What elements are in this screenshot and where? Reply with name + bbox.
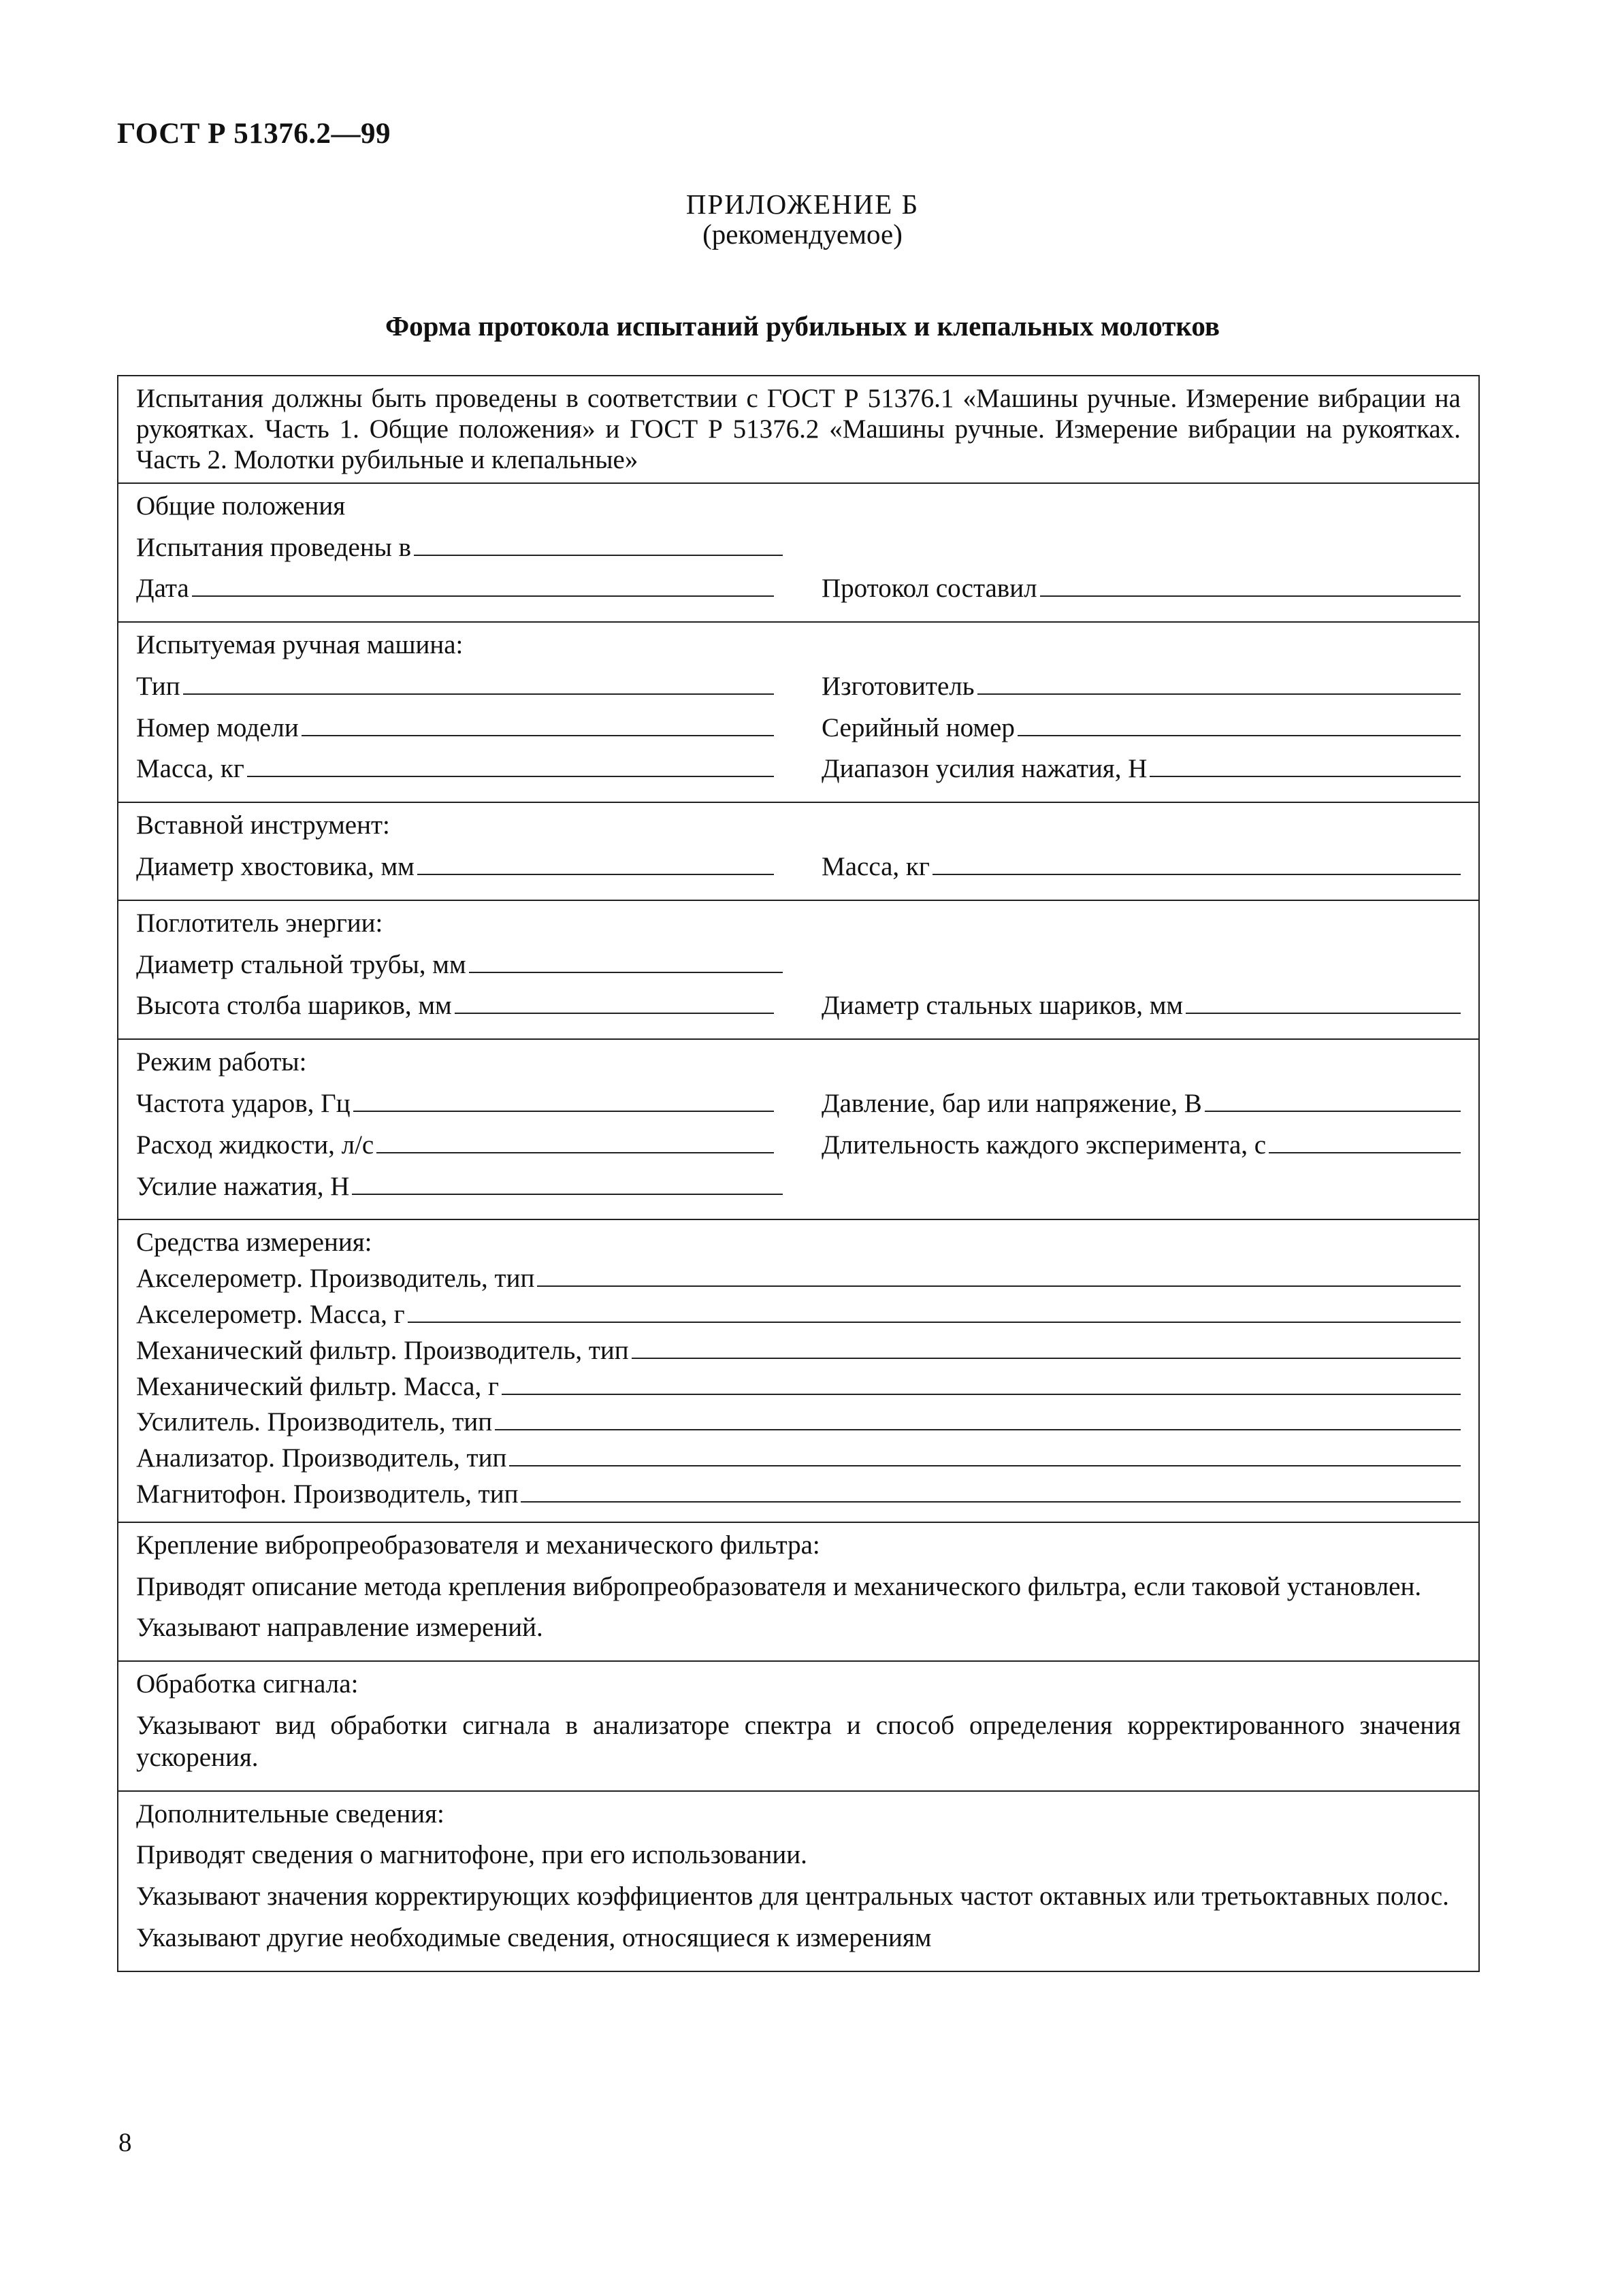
feed-force-blank[interactable] bbox=[352, 1172, 783, 1195]
ball-column-height-label: Высота столба шариков, мм bbox=[136, 991, 452, 1021]
operating-mode-section bbox=[118, 1038, 1478, 1219]
fluid-consumption-blank[interactable] bbox=[376, 1130, 774, 1153]
serial-number-blank[interactable] bbox=[1018, 713, 1461, 736]
steel-ball-diameter-label: Диаметр стальных шариков, мм bbox=[822, 991, 1184, 1021]
shank-diameter-blank[interactable] bbox=[417, 852, 774, 875]
instrument-blank[interactable] bbox=[537, 1264, 1461, 1287]
signal-processing-section bbox=[118, 1660, 1478, 1790]
shank-diameter-field[interactable] bbox=[136, 851, 774, 883]
type-blank[interactable] bbox=[183, 672, 774, 695]
insert-tool-section bbox=[118, 802, 1478, 900]
instrument-field[interactable] bbox=[136, 1479, 1461, 1511]
manufacturer-blank[interactable] bbox=[977, 672, 1461, 695]
instrument-field[interactable] bbox=[136, 1335, 1461, 1367]
pressure-voltage-field[interactable] bbox=[822, 1088, 1461, 1120]
machine-heading: Испытуемая ручная машина: bbox=[136, 630, 464, 660]
feed-force-range-blank[interactable] bbox=[1150, 754, 1461, 777]
feed-force-range-label: Диапазон усилия нажатия, Н bbox=[822, 754, 1148, 784]
instrument-field[interactable] bbox=[136, 1371, 1461, 1403]
pressure-voltage-blank[interactable] bbox=[1205, 1089, 1461, 1112]
general-heading: Общие положения bbox=[136, 491, 346, 521]
date-label: Дата bbox=[136, 574, 189, 604]
instrument-blank[interactable] bbox=[408, 1300, 1461, 1323]
instrument-label: Механический фильтр. Масса, г bbox=[136, 1371, 499, 1401]
date-blank[interactable] bbox=[192, 574, 774, 597]
machine-mass-label: Масса, кг bbox=[136, 754, 244, 784]
machine-mass-blank[interactable] bbox=[247, 754, 774, 777]
mounting-section bbox=[118, 1522, 1478, 1660]
signal-processing-heading: Обработка сигнала: bbox=[136, 1669, 359, 1699]
instrument-blank[interactable] bbox=[495, 1407, 1461, 1430]
fluid-consumption-field[interactable] bbox=[136, 1130, 774, 1162]
instrument-label: Акселерометр. Масса, г bbox=[136, 1300, 405, 1330]
model-number-blank[interactable] bbox=[302, 713, 774, 736]
compiled-by-blank[interactable] bbox=[1040, 574, 1461, 597]
experiment-duration-blank[interactable] bbox=[1269, 1130, 1461, 1153]
instrument-field[interactable] bbox=[136, 1299, 1461, 1331]
serial-number-field[interactable] bbox=[822, 712, 1461, 744]
steel-tube-diameter-field[interactable] bbox=[136, 949, 783, 981]
general-section bbox=[118, 482, 1478, 621]
model-number-label: Номер модели bbox=[136, 712, 299, 742]
steel-ball-diameter-blank[interactable] bbox=[1186, 991, 1461, 1014]
instrument-field[interactable] bbox=[136, 1407, 1461, 1439]
experiment-duration-field[interactable] bbox=[822, 1130, 1461, 1162]
intro-section bbox=[118, 376, 1478, 482]
instrument-blank[interactable] bbox=[632, 1336, 1461, 1359]
serial-number-label: Серийный номер bbox=[822, 712, 1015, 742]
instrument-field[interactable] bbox=[136, 1443, 1461, 1475]
machine-section bbox=[118, 621, 1478, 802]
instrument-label: Усилитель. Производитель, тип bbox=[136, 1407, 493, 1437]
date-field[interactable] bbox=[136, 573, 774, 605]
energy-absorber-heading: Поглотитель энергии: bbox=[136, 908, 383, 938]
type-field[interactable] bbox=[136, 671, 774, 703]
manufacturer-label: Изготовитель bbox=[822, 671, 975, 701]
model-number-field[interactable] bbox=[136, 712, 774, 744]
manufacturer-field[interactable] bbox=[822, 671, 1461, 703]
operating-mode-heading: Режим работы: bbox=[136, 1047, 307, 1077]
instrument-label: Акселерометр. Производитель, тип bbox=[136, 1264, 535, 1294]
steel-tube-diameter-blank[interactable] bbox=[469, 950, 783, 973]
intro-text: Испытания должны быть проведены в соответствии с ГОСТ Р 51376.1 «Машины ручные. Измерение вибрации на рукоятках. Часть 1. Общие положения» и ГОСТ Р 51376.2 «Машины ручные. Измерение вибрации на рукоятках. Часть 2. Молотки рубильные и клепальные» bbox=[136, 384, 1461, 475]
tool-mass-field[interactable] bbox=[822, 851, 1461, 883]
experiment-duration-label: Длительность каждого эксперимента, с bbox=[822, 1130, 1267, 1160]
compiled-by-field[interactable] bbox=[822, 573, 1461, 605]
other-info-text: Указывают другие необходимые сведения, относящиеся к измерениям bbox=[136, 1923, 932, 1952]
blow-frequency-field[interactable] bbox=[136, 1088, 774, 1120]
tape-recorder-text: Приводят сведения о магнитофоне, при его использовании. bbox=[136, 1840, 807, 1870]
energy-absorber-section bbox=[118, 900, 1478, 1038]
page-number: 8 bbox=[118, 2128, 132, 2157]
additional-section bbox=[118, 1790, 1478, 1971]
instruments-section bbox=[118, 1219, 1478, 1521]
shank-diameter-label: Диаметр хвостовика, мм bbox=[136, 852, 415, 882]
tested-in-field[interactable] bbox=[136, 532, 783, 564]
pressure-voltage-label: Давление, бар или напряжение, В bbox=[822, 1089, 1202, 1119]
instrument-blank[interactable] bbox=[502, 1372, 1461, 1395]
mounting-heading: Крепление вибропреобразователя и механического фильтра: bbox=[136, 1530, 820, 1560]
standard-designation: ГОСТ Р 51376.2—99 bbox=[117, 118, 391, 150]
insert-tool-heading: Вставной инструмент: bbox=[136, 810, 390, 840]
machine-mass-field[interactable] bbox=[136, 753, 774, 785]
tool-mass-label: Масса, кг bbox=[822, 852, 930, 882]
feed-force-field[interactable] bbox=[136, 1171, 783, 1203]
ball-column-height-blank[interactable] bbox=[455, 991, 774, 1014]
feed-force-label: Усилие нажатия, Н bbox=[136, 1171, 350, 1201]
blow-frequency-label: Частота ударов, Гц bbox=[136, 1089, 351, 1119]
steel-ball-diameter-field[interactable] bbox=[822, 990, 1461, 1022]
instrument-label: Анализатор. Производитель, тип bbox=[136, 1443, 507, 1473]
additional-heading: Дополнительные сведения: bbox=[136, 1799, 444, 1828]
correction-factors-text: Указывают значения корректирующих коэффициентов для центральных частот октавных или третьоктавных полос. bbox=[136, 1882, 1449, 1912]
instrument-field[interactable] bbox=[136, 1263, 1461, 1295]
compiled-by-label: Протокол составил bbox=[822, 574, 1037, 604]
tested-in-blank[interactable] bbox=[414, 533, 783, 556]
annex-title: ПРИЛОЖЕНИЕ Б bbox=[685, 188, 920, 220]
measurement-direction-text: Указывают направление измерений. bbox=[136, 1613, 543, 1643]
form-title: Форма протокола испытаний рубильных и клепальных молотков bbox=[385, 310, 1220, 342]
tool-mass-blank[interactable] bbox=[933, 852, 1461, 875]
instrument-label: Механический фильтр. Производитель, тип bbox=[136, 1335, 629, 1365]
blow-frequency-blank[interactable] bbox=[353, 1089, 774, 1112]
ball-column-height-field[interactable] bbox=[136, 990, 774, 1022]
steel-tube-diameter-label: Диаметр стальной трубы, мм bbox=[136, 949, 466, 979]
signal-processing-text: Указывают вид обработки сигнала в анализаторе спектра и способ определения корректированного значения ускорения. bbox=[136, 1711, 1461, 1772]
fluid-consumption-label: Расход жидкости, л/с bbox=[136, 1130, 374, 1160]
annex-status: (рекомендуемое) bbox=[702, 218, 903, 250]
mounting-method-text: Приводят описание метода крепления вибропреобразователя и механического фильтра, если таковой установлен. bbox=[136, 1571, 1422, 1601]
tested-in-label: Испытания проведены в bbox=[136, 532, 412, 562]
instrument-label: Магнитофон. Производитель, тип bbox=[136, 1479, 519, 1509]
instrument-blank[interactable] bbox=[509, 1443, 1461, 1466]
instrument-blank[interactable] bbox=[521, 1479, 1461, 1503]
protocol-form bbox=[117, 375, 1480, 1972]
feed-force-range-field[interactable] bbox=[822, 753, 1461, 785]
instruments-heading: Средства измерения: bbox=[136, 1228, 372, 1258]
type-label: Тип bbox=[136, 671, 180, 701]
